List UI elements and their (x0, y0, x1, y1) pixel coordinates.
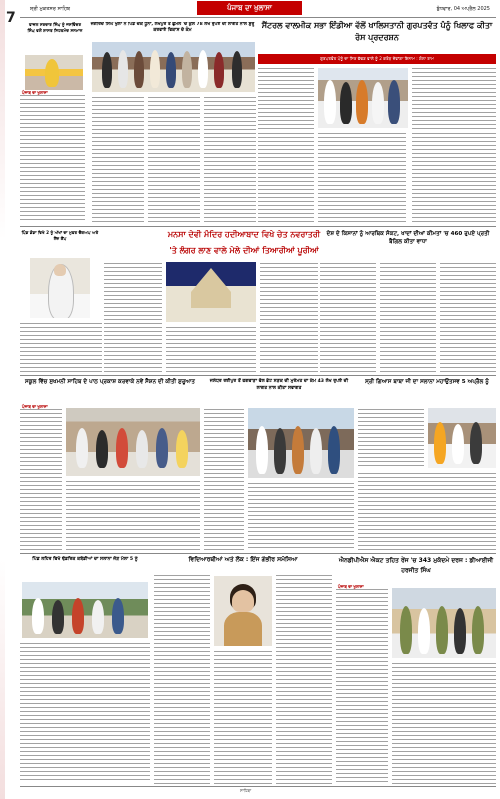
row3-right-text-a (358, 408, 424, 468)
row2-rule (20, 375, 496, 376)
center-headline-1: ਮਨਸਾ ਦੇਵੀ ਮੰਦਿਰ ਹਦੀਆਬਾਦ ਵਿਖੇ ਚੇਤ ਨਵਰਾਤਰੀ (167, 230, 321, 239)
color-bar-left (0, 0, 5, 799)
footer-rule (20, 786, 496, 787)
top-mid-photo (92, 42, 255, 92)
row4-right-text-b (392, 662, 496, 784)
right-mid-text-col1 (320, 262, 376, 372)
center-headline-2: 'ਤੇ ਲੰਗਰ ਲਾਣ ਵਾਲੇ ਮੇਲੇ ਦੀਆਂ ਤਿਆਰੀਆਂ ਪੂਰੀਆਂ (169, 246, 319, 255)
row3-right-headline: ਸ੍ਰੀ ਗਿਆਸ ਬਾਬਾ ਜੀ ਦਾ ਸਲਾਨਾ ਮਹਾਉਤਸਵ 5 ਅਪ੍ਰੈਲ ਨੂੰ (365, 379, 489, 385)
row3-mid-text-a (204, 408, 244, 550)
right-mid-headline: ਦੇਸ਼ ਦੇ ਕਿਸਾਨਾਂ ਨੂੰ ਆਰਥਿਕ ਸੰਕਟ, ਖਾਦਾਂ ਦੀਆਂ ਕੀਮਤਾਂ 'ਚ 460 ਰੁਪਏ ਪ੍ਰਤੀ ਬੈਗਿਲ ਕੀਤਾ ਵਾਧਾ (326, 231, 490, 245)
left-mid-headline: ਪਿੰਡ ਡੋਡਾ ਵਿਖੇ 2 ਨੂੰ ਅੱਖਾਂ ਦਾ ਮੁਫ਼ਤ ਚੈੱਕਅਪ ਅਤੇ ਲੈਂਜ਼ ਕੈਂਪ (21, 230, 99, 241)
page-number: 7 (6, 10, 16, 26)
masthead-date: ਬੁੱਧਵਾਰ, 04 ਅਪ੍ਰੈਲ 2025 (436, 6, 490, 12)
left-mid-text (20, 322, 102, 372)
top-mid-headline: ਜੰਗੀਰਦ ਸਿੰਘ ਖੁਲਾ ਨੇ ਪਿੰਡ ਚੱਕ ਧੂੰਨਾ, ਲੱਖਪੁਰ ਤੇ ਛੁੰਮੇਲੋਂ 'ਚ ਕੁੱਲ 78 ਲੱਖ ਰੁਪਏ ਦੀ ਲਾਗਤ ਨਾਲ ਸ਼ੁਰੂ ਕਰਵਾਏ ਵਿਕਾਸ ਦੇ ਕੰਮ (90, 22, 255, 33)
top-right-headline: ਸੈਂਟਰਲ ਵਾਲਮੀਕ ਸਭਾ ਇੰਡੀਆ ਵੱਲੋਂ ਖਾਲਿਸਤਾਨੀ ਗੁਰਪਤਵੰਤ ਪੰਨੂੰ ਖਿਲਾਫ ਕੀਤਾ ਰੋਸ ਪ੍ਰਦਰਸ਼ਨ (261, 21, 493, 42)
center-temple-photo (166, 262, 256, 322)
center-text-col2 (260, 262, 318, 372)
masthead-rule (20, 17, 496, 18)
row3-mid-photo (248, 408, 354, 478)
row3-left-text-b (66, 480, 200, 550)
row4-right-photo (392, 588, 496, 658)
top-right-text-a (258, 67, 314, 129)
top-mid-text-col3 (204, 96, 256, 224)
right-mid-text-col3 (440, 262, 496, 372)
row4-mid-portrait (214, 576, 272, 646)
masthead (0, 0, 500, 22)
top-mid-text-col2 (148, 96, 200, 224)
row4-left-headline: ਪਿੰਡ ਲਹਿਰ ਵਿਖੇ ਢੱਡਰਿਕ ਕਬੱਡੀਆਂ ਦਾ ਸਲਾਨਾ ਜੋੜ ਮੇਲਾ 5 ਨੂੰ (32, 557, 138, 562)
row3-mid-text-b (248, 482, 354, 550)
left-top-text (20, 94, 85, 222)
row3-left-photo (66, 408, 200, 476)
top-right-sub: ਗੁਰਪਤਵੰਤ ਪੰਨੂੰ ਦਾ ਸਿਰ ਵੱਢਣ ਵਾਲੇ ਨੂੰ 2 ਕਰੋੜ ਦੇਵਾਂਗਾ ਇਨਾਮ : ਗੋਲਾ ਰਾਮ (320, 56, 434, 61)
byline-row4-right: ਪੰਜਾਬ ਦਾ ਖੁਲਾਸਾ (338, 584, 364, 589)
row3-rule (20, 553, 496, 554)
center-text-col1 (104, 262, 162, 372)
byline-row3-left: ਪੰਜਾਬ ਦਾ ਖੁਲਾਸਾ (22, 404, 48, 409)
masthead-brand-banner (197, 1, 302, 15)
masthead-left-label: ਸ਼੍ਰੀ ਮੁਕਤਸਰ ਸਾਹਿਬ (30, 6, 71, 12)
row1-rule (20, 226, 496, 227)
top-right-photo (318, 68, 408, 128)
top-right-text-e (412, 132, 496, 222)
row4-mid-text-b (214, 650, 272, 784)
top-right-text-c (258, 132, 314, 222)
left-top-headline: ਫਾਜ਼ਲ ਸਰਦਾਰ ਸਿੰਘ ਨੂੰ ਜਸਵਿੰਦਰ ਸਿੰਘ ਵਲੋਂ ਸ਼ਾਸਤ ਸਿਹਤਮੰਦ ਸਨਮਾਨ (27, 22, 83, 33)
row3-left-text (20, 408, 62, 550)
row4-right-text-a (336, 588, 388, 784)
left-mid-photo (30, 258, 90, 318)
row3-right-text-b (358, 472, 496, 550)
footer-caption: ਸਾਹਿਬਾ (240, 788, 252, 793)
row3-mid-headline: ਜਲੰਧਰ ਰਈਪੁਰ ਤੋਂ ਫਗਵਾੜਾ ਵੱਲ ਭੱਟ ਸੜਕ ਦੀ ਮੁਰੰਮਤ ਦਾ ਕੰਮ 43 ਲੱਖ ਰੁਪਏ ਦੀ ਲਾਗਤ ਨਾਲ ਕੀਤਾ ਸਵਾਗਤ (209, 379, 349, 391)
row4-mid-text-a (154, 574, 210, 784)
right-mid-text-col2 (380, 262, 436, 372)
center-text-col3 (166, 326, 256, 372)
row4-mid-headline: ਵਿਦਿਆਰਥੀਆਂ ਅਤੇ ਲੋਕ : ਇੰਜ ਗੰਭੀਰ ਸਮੱਸਿਆ (188, 556, 298, 563)
row3-right-photo (428, 408, 496, 468)
top-right-text-d (318, 132, 406, 222)
top-right-sub-banner (258, 54, 496, 64)
masthead-brand: ਪੰਜਾਬ ਦਾ ਖੁਲਾਸਾ (227, 4, 272, 12)
row3-left-headline: ਸਕੂਲ ਵਿੱਚ ਸੁਖਮਨੀ ਸਾਹਿਬ ਦੇ ਪਾਠ ਪ੍ਰਕਾਸ਼ ਕਰਵਾਕੇ ਨਵੇਂ ਸੈਸ਼ਨ ਦੀ ਕੀਤੀ ਸ਼ੁਰੂਆਤ (25, 379, 195, 385)
byline-top-left: ਪੰਜਾਬ ਦਾ ਖੁਲਾਸਾ (22, 90, 48, 95)
row4-left-photo (22, 582, 148, 638)
row4-mid-text-c (276, 574, 332, 784)
row4-right-headline: ਐਨਡੀਪੀਐਸ ਐਕਟ ਤਹਿਤ ਰੇਂਜ 'ਚ 343 ਮੁਕੱਦਮੇ ਦਰਜ : ਡੀਆਈਜੀ ਹਰਜੀਤ ਸਿੰਘ (338, 557, 494, 574)
row4-left-text (20, 642, 150, 782)
left-top-photo (25, 55, 83, 90)
top-mid-text-col1 (92, 96, 144, 224)
top-right-text-b (412, 67, 496, 129)
